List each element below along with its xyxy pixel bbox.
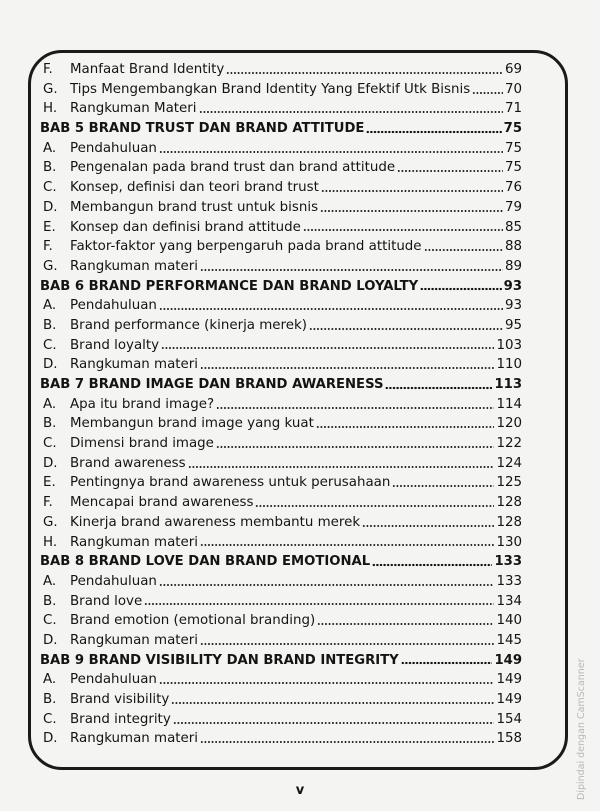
toc-section-row — [40, 670, 522, 690]
toc-page-number: 69 — [504, 62, 522, 77]
toc-page-number: 75 — [504, 140, 522, 156]
dot-leader — [188, 465, 495, 469]
toc-page-number: 154 — [496, 711, 522, 727]
toc-chapter-title: BAB 8 BRAND LOVE DAN BRAND EMOTIONAL — [40, 554, 371, 570]
dot-leader — [159, 150, 503, 154]
dot-leader — [200, 740, 494, 744]
toc-page-number: 145 — [496, 632, 522, 648]
toc-item-letter: B. — [43, 692, 57, 707]
toc-item-title: Faktor-faktor yang berpengaruh pada brand attitude — [70, 239, 422, 255]
dot-leader — [159, 583, 495, 587]
toc-item-title: Rangkuman materi — [70, 731, 198, 747]
toc-section-row — [40, 237, 522, 257]
dot-leader — [255, 504, 494, 508]
toc-item-letter: D. — [43, 731, 58, 747]
toc-item-title: Konsep, definisi dan teori brand trust — [70, 180, 319, 196]
toc-item-letter: A. — [43, 573, 57, 589]
toc-section-row — [40, 592, 522, 612]
dot-leader — [161, 346, 494, 350]
dot-leader — [309, 327, 503, 331]
toc-item-title: Membangun brand trust untuk bisnis — [70, 199, 319, 215]
toc-item-title: Brand visibility — [70, 692, 170, 707]
toc-item-title: Brand emotion (emotional branding) — [70, 613, 316, 629]
toc-item-letter: F. — [43, 239, 53, 255]
toc-item-title: Rangkuman materi — [70, 632, 198, 648]
toc-page-number: 95 — [504, 317, 522, 333]
dot-leader — [401, 661, 493, 665]
toc-item-letter: A. — [43, 298, 57, 314]
toc-item-letter: E. — [43, 219, 56, 235]
toc-section-row — [40, 493, 522, 513]
toc-section-row — [40, 434, 522, 454]
toc-page-number: 88 — [504, 239, 522, 255]
toc-page-number: 134 — [496, 593, 522, 609]
toc-section-row — [40, 60, 522, 80]
toc-section-row — [40, 454, 522, 474]
toc-item-letter: D. — [43, 199, 58, 215]
toc-item-letter: H. — [43, 101, 58, 117]
dot-leader — [200, 366, 494, 370]
toc-chapter-row — [40, 375, 522, 395]
toc-item-letter: D. — [43, 357, 58, 373]
toc-section-row — [40, 198, 522, 218]
toc-section-row — [40, 355, 522, 375]
dot-leader — [420, 287, 501, 291]
toc-item-title: Apa itu brand image? — [70, 396, 215, 412]
dot-leader — [159, 307, 503, 311]
toc-item-title: Manfaat Brand Identity — [70, 62, 225, 77]
toc-item-title: Brand love — [70, 593, 143, 609]
toc-chapter-title: BAB 9 BRAND VISIBILITY DAN BRAND INTEGRITY — [40, 652, 399, 668]
toc-page-number: 113 — [494, 377, 522, 392]
dot-leader — [159, 681, 495, 685]
toc-page-number: 93 — [503, 278, 522, 294]
toc-section-row — [40, 336, 522, 356]
dot-leader — [385, 386, 492, 390]
toc-page-number: 122 — [496, 436, 522, 452]
dot-leader — [171, 701, 494, 705]
toc-page-number: 133 — [494, 554, 522, 570]
dot-leader — [366, 130, 501, 134]
toc-page-number: 103 — [496, 337, 522, 353]
dot-leader — [173, 721, 495, 725]
toc-item-title: Rangkuman materi — [70, 357, 198, 373]
toc-item-letter: B. — [43, 317, 57, 333]
toc-page-number: 149 — [494, 652, 522, 668]
toc-section-row — [40, 513, 522, 533]
toc-item-letter: B. — [43, 416, 57, 432]
toc-item-title: Pengenalan pada brand trust dan brand attitude — [70, 160, 396, 176]
dot-leader — [200, 642, 494, 646]
dot-leader — [316, 425, 495, 429]
toc-item-letter: G. — [43, 258, 58, 274]
dot-leader — [216, 406, 494, 410]
toc-page-number: 128 — [496, 495, 522, 511]
toc-chapter-title: BAB 7 BRAND IMAGE DAN BRAND AWARENESS — [40, 377, 384, 392]
toc-item-title: Brand loyalty — [70, 337, 160, 353]
toc-item-letter: C. — [43, 436, 57, 452]
toc-item-letter: A. — [43, 672, 57, 688]
toc-section-row — [40, 395, 522, 415]
toc-chapter-title: BAB 6 BRAND PERFORMANCE DAN BRAND LOYALTY — [40, 278, 419, 294]
toc-item-letter: D. — [43, 632, 58, 648]
dot-leader — [199, 110, 503, 114]
toc-item-title: Brand performance (kinerja merek) — [70, 317, 307, 333]
toc-page-number: 140 — [496, 613, 522, 629]
toc-page-number: 93 — [504, 298, 522, 314]
toc-page-number: 130 — [496, 534, 522, 550]
toc-page-number: 85 — [504, 219, 522, 235]
table-of-contents — [40, 60, 522, 749]
toc-section-row — [40, 316, 522, 336]
toc-item-title: Pendahuluan — [70, 672, 157, 688]
toc-page-number: 76 — [504, 180, 522, 196]
toc-item-title: Rangkuman materi — [70, 258, 198, 274]
dot-leader — [226, 71, 503, 75]
toc-page-number: 89 — [504, 258, 522, 274]
toc-page-number: 71 — [504, 101, 522, 117]
toc-page-number: 124 — [496, 455, 522, 471]
toc-item-letter: H. — [43, 534, 58, 550]
page-number: v — [295, 783, 305, 798]
toc-page-number: 149 — [496, 672, 522, 688]
toc-item-letter: B. — [43, 593, 57, 609]
toc-section-row — [40, 158, 522, 178]
dot-leader — [362, 524, 494, 528]
toc-section-row — [40, 218, 522, 238]
toc-section-row — [40, 139, 522, 159]
toc-item-title: Tips Mengembangkan Brand Identity Yang Efektif Utk Bisnis — [70, 81, 471, 97]
toc-page-number: 70 — [504, 81, 522, 97]
toc-item-letter: C. — [43, 337, 57, 353]
toc-item-title: Dimensi brand image — [70, 436, 214, 452]
toc-section-row — [40, 80, 522, 100]
toc-section-row — [40, 533, 522, 553]
dot-leader — [321, 189, 503, 193]
toc-item-letter: G. — [43, 81, 58, 97]
toc-item-title: Pentingnya brand awareness untuk perusahaan — [70, 475, 391, 491]
dot-leader — [397, 169, 503, 173]
toc-page-number: 133 — [496, 573, 522, 589]
toc-section-row — [40, 473, 522, 493]
toc-item-title: Pendahuluan — [70, 573, 157, 589]
toc-page-number: 149 — [496, 692, 522, 707]
toc-item-letter: B. — [43, 160, 57, 176]
toc-section-row — [40, 178, 522, 198]
toc-item-title: Brand awareness — [70, 455, 186, 471]
toc-item-letter: E. — [43, 475, 56, 491]
toc-chapter-row — [40, 277, 522, 297]
toc-item-letter: A. — [43, 396, 57, 412]
toc-item-title: Rangkuman materi — [70, 534, 198, 550]
toc-section-row — [40, 257, 522, 277]
dot-leader — [392, 484, 494, 488]
scanner-watermark — [576, 658, 590, 808]
toc-page-number: 114 — [496, 396, 522, 412]
toc-section-row — [40, 572, 522, 592]
toc-page-number: 128 — [496, 514, 522, 530]
dot-leader — [320, 209, 503, 213]
toc-item-title: Pendahuluan — [70, 140, 157, 156]
toc-chapter-row — [40, 552, 522, 572]
toc-section-row — [40, 710, 522, 730]
toc-item-letter: C. — [43, 613, 57, 629]
toc-item-title: Pendahuluan — [70, 298, 157, 314]
toc-item-letter: F. — [43, 62, 53, 77]
toc-page-number: 75 — [504, 160, 522, 176]
dot-leader — [472, 91, 503, 95]
toc-section-row — [40, 611, 522, 631]
toc-page-number: 125 — [496, 475, 522, 491]
toc-section-row — [40, 729, 522, 749]
toc-page-number: 120 — [496, 416, 522, 432]
toc-section-row — [40, 631, 522, 651]
toc-item-letter: C. — [43, 180, 57, 196]
dot-leader — [372, 563, 492, 567]
toc-item-title: Konsep dan definisi brand attitude — [70, 219, 301, 235]
dot-leader — [303, 228, 503, 232]
dot-leader — [200, 268, 503, 272]
toc-item-letter: A. — [43, 140, 57, 156]
toc-page-number: 79 — [504, 199, 522, 215]
toc-chapter-title: BAB 5 BRAND TRUST DAN BRAND ATTITUDE — [40, 121, 365, 137]
dot-leader — [200, 543, 494, 547]
toc-item-title: Membangun brand image yang kuat — [70, 416, 314, 432]
toc-section-row — [40, 690, 522, 710]
toc-chapter-row — [40, 651, 522, 671]
toc-item-letter: G. — [43, 514, 58, 530]
toc-item-title: Mencapai brand awareness — [70, 495, 254, 511]
dot-leader — [144, 602, 494, 606]
toc-section-row — [40, 296, 522, 316]
dot-leader — [216, 445, 495, 449]
toc-page-number: 158 — [496, 731, 522, 747]
toc-item-letter: D. — [43, 455, 58, 471]
toc-item-letter: F. — [43, 495, 53, 511]
toc-item-letter: C. — [43, 711, 57, 727]
toc-item-title: Kinerja brand awareness membantu merek — [70, 514, 361, 530]
toc-item-title: Brand integrity — [70, 711, 171, 727]
dot-leader — [317, 622, 494, 626]
toc-page-number: 110 — [496, 357, 522, 373]
watermark-text: Dipindai dengan CamScanner — [576, 658, 587, 800]
toc-section-row — [40, 99, 522, 119]
toc-page-number: 75 — [503, 121, 522, 137]
toc-item-title: Rangkuman Materi — [70, 101, 197, 117]
dot-leader — [424, 248, 503, 252]
toc-section-row — [40, 414, 522, 434]
toc-chapter-row — [40, 119, 522, 139]
